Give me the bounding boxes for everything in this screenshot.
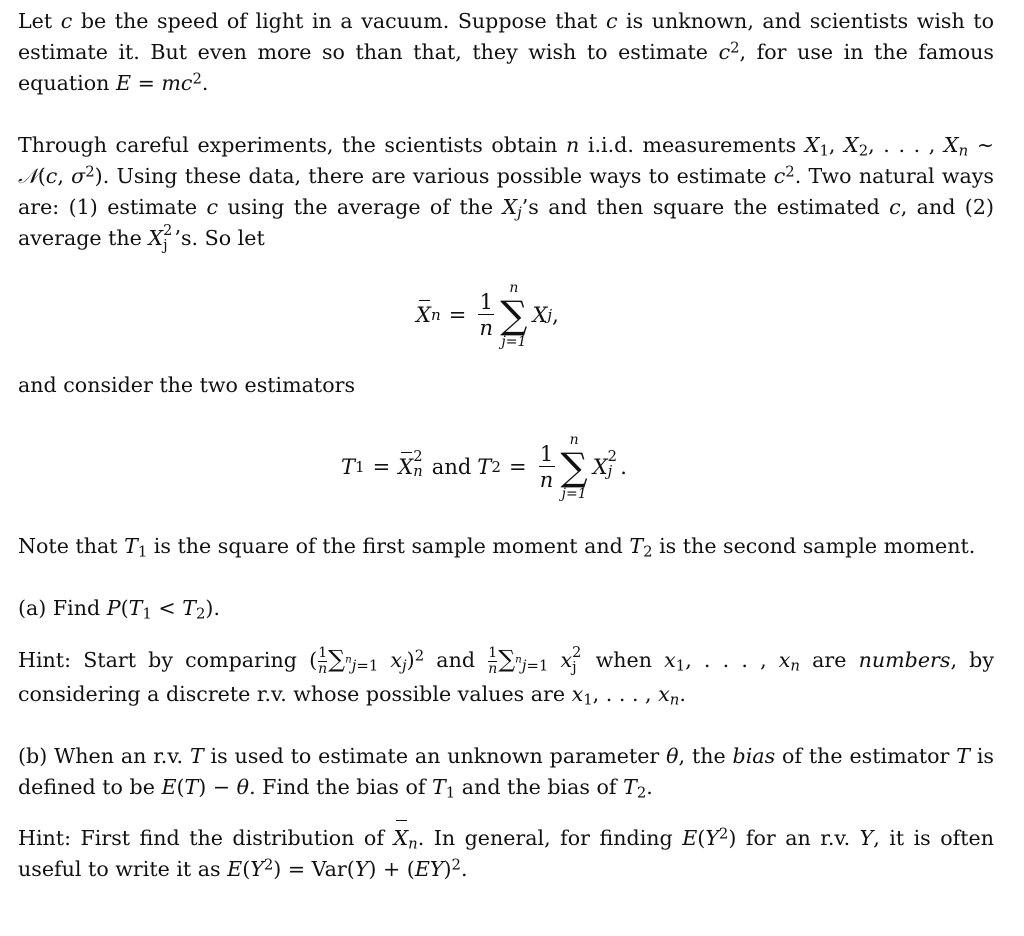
hint-a: Hint: Start by comparing ( $\frac{1}{n}$ ∑$^n_{j=1}$ $x_j)^2$ and $\frac{1}{n}$ ∑$^n_{j=1}$ x 2 j when $x_1$, . . . , $x_n$ are numbers, by considering a discrete r.v. whose possible values are $x_1$, . . . , $x_n$. <box>18 645 995 709</box>
paragraph-measurements: Through careful experiments, the scientists obtain n i.i.d. measurements $X_1$, $X_2$, . . . , $X_n$ ∼ 𝒩(c, $\sigma^2$). Using these data, there are various possible ways to estimate $c^2$. Two natural ways are: (1) estimate c using the average of the $X_j’s$ and then square the estimated c, and (2) average the X 2 j ’s. So let <box>18 133 995 254</box>
equation-estimators: T 1 = X 2 n and T 2 = $\frac{1}{n}$ n ∑ j=1 X 2 j . <box>341 432 627 502</box>
mirror-p1 <box>0 0 1 1</box>
plain-text-mirror <box>0 0 1 1</box>
part-b: (b) When an r.v. T is used to estimate an unknown parameter θ, the bias of the estimator T is defined to be E(T) − θ. Find the bias of $T_1$ and the bias of $T_2$. <box>18 744 995 802</box>
paragraph-consider: and consider the two estimators <box>18 373 356 397</box>
equation-sample-mean: X n = $\frac{1}{n}$ n ∑ j=1 X j , <box>416 280 559 350</box>
part-a: (a) Find $P(T_1 < T_2)$. <box>18 596 220 623</box>
hint-b: Hint: First find the distribution of $X_n$. In general, for finding $E(Y^2)$ for an r.v. Y, it is often useful to write it as $E(Y^2) = Var(Y) + (EY)^2$. <box>18 823 994 885</box>
paragraph-moments-note: Note that $T_1$ is the square of the first sample moment and $T_2$ is the second sample moment. <box>18 534 976 561</box>
paragraph-intro: Let c be the speed of light in a vacuum. Suppose that c is unknown, and scientists wish to estimate it. But even more so than that, they wish to estimate $c^2$, for use in the famous equation $E = mc^2$. <box>18 9 995 95</box>
